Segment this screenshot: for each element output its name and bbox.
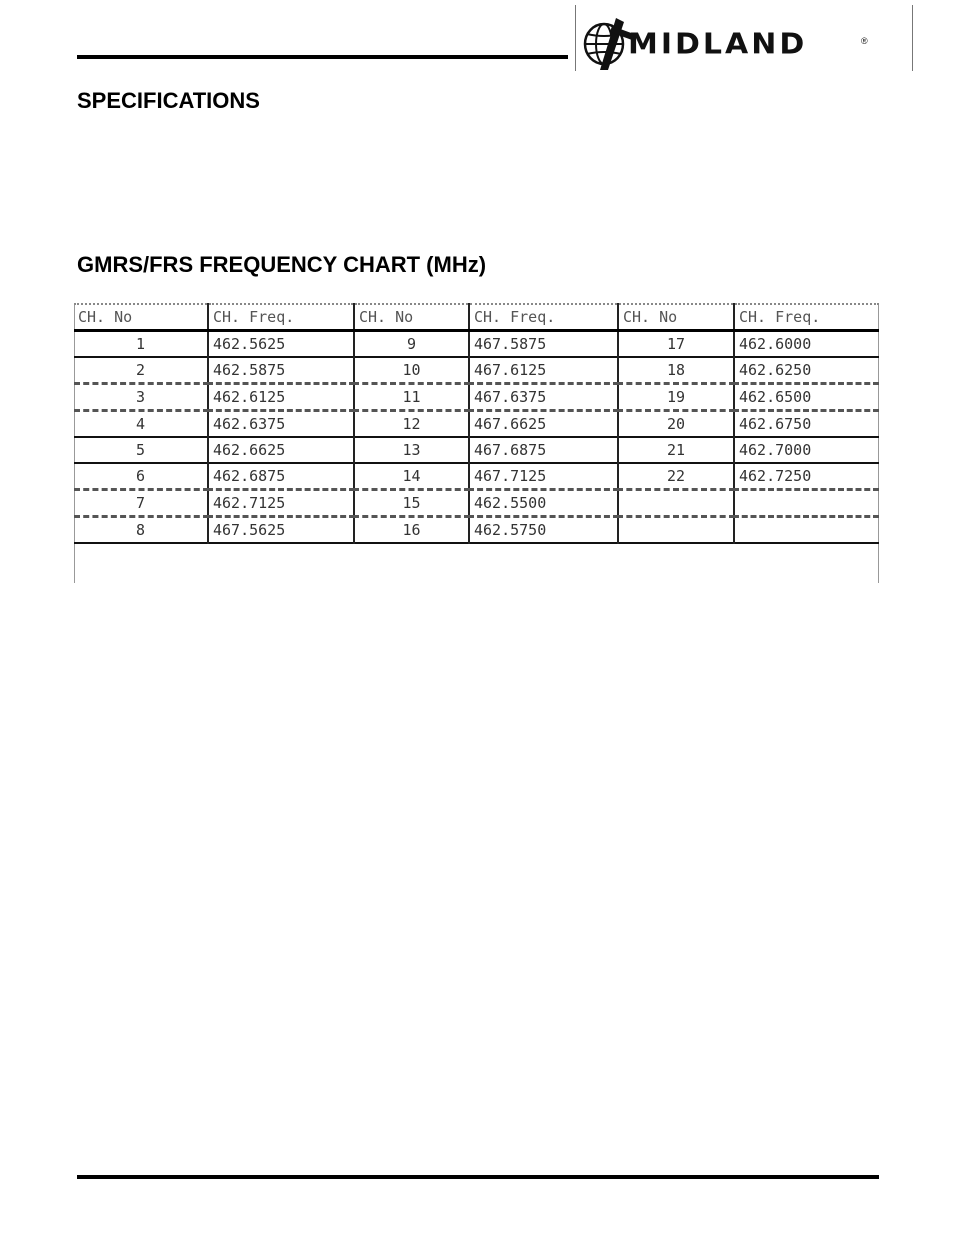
bottom-rule: [77, 1175, 879, 1179]
table-header-row: [74, 304, 879, 331]
table-row: [74, 517, 879, 544]
column-header: CH. No: [78, 308, 133, 326]
channel-frequency-cell: [734, 517, 879, 544]
channel-frequency-cell: 462.6875: [208, 463, 354, 490]
table-row: [74, 357, 879, 384]
header-divider-left: [575, 5, 576, 71]
channel-number-cell: 4: [135, 415, 146, 433]
channel-number-cell: 8: [135, 521, 146, 539]
channel-frequency-cell: 462.6500: [734, 384, 879, 411]
top-rule: [77, 55, 568, 59]
channel-number-cell: 19: [618, 384, 734, 411]
channel-number-cell: 21: [618, 437, 734, 463]
specifications-heading: SPECIFICATIONS: [77, 88, 260, 113]
brand-wordmark: MIDLAND: [628, 27, 808, 62]
channel-number-cell: 1: [135, 335, 146, 353]
frequency-chart-heading: GMRS/FRS FREQUENCY CHART (MHz): [77, 252, 487, 277]
channel-frequency-cell: 462.6375: [208, 411, 354, 438]
table-row: [74, 490, 879, 517]
channel-number-cell: 3: [135, 388, 146, 406]
midland-logo: [580, 10, 880, 74]
channel-frequency-cell: 462.7125: [208, 490, 354, 517]
channel-frequency-cell: 467.5875: [469, 331, 618, 358]
header-divider-right: [912, 5, 913, 71]
channel-frequency-cell: [734, 490, 879, 517]
channel-number-cell: 15: [354, 490, 469, 517]
channel-frequency-cell: 462.6000: [734, 331, 879, 358]
channel-frequency-cell: 462.5875: [208, 357, 354, 384]
channel-frequency-cell: 462.5750: [469, 517, 618, 544]
table-row: [74, 384, 879, 411]
frequency-table: [74, 303, 879, 544]
channel-frequency-cell: 462.7250: [734, 463, 879, 490]
channel-number-cell: 16: [354, 517, 469, 544]
registered-mark: ®: [861, 36, 868, 46]
column-header: CH. No: [618, 304, 734, 331]
channel-frequency-cell: 467.6375: [469, 384, 618, 411]
channel-number-cell: 17: [618, 331, 734, 358]
frequency-table-body: [74, 304, 879, 543]
column-header: CH. Freq.: [208, 304, 354, 331]
table-row: [74, 463, 879, 490]
channel-frequency-cell: 467.6875: [469, 437, 618, 463]
column-header: CH. No: [354, 304, 469, 331]
table-row: [74, 411, 879, 438]
column-header: CH. Freq.: [469, 304, 618, 331]
channel-number-cell: 13: [354, 437, 469, 463]
channel-number-cell: 6: [135, 467, 146, 485]
channel-number-cell: [618, 490, 734, 517]
frequency-chart: [74, 303, 879, 583]
channel-number-cell: 9: [354, 331, 469, 358]
channel-frequency-cell: 467.7125: [469, 463, 618, 490]
channel-frequency-cell: 462.5500: [469, 490, 618, 517]
channel-frequency-cell: 467.6625: [469, 411, 618, 438]
channel-frequency-cell: 462.6625: [208, 437, 354, 463]
channel-frequency-cell: 462.7000: [734, 437, 879, 463]
channel-number-cell: 18: [618, 357, 734, 384]
channel-number-cell: 10: [354, 357, 469, 384]
channel-frequency-cell: 467.5625: [208, 517, 354, 544]
channel-number-cell: 20: [618, 411, 734, 438]
column-header: CH. Freq.: [734, 304, 879, 331]
table-row: [74, 331, 879, 358]
channel-number-cell: 22: [618, 463, 734, 490]
channel-number-cell: [618, 517, 734, 544]
table-row: [74, 437, 879, 463]
channel-number-cell: 11: [354, 384, 469, 411]
channel-number-cell: 5: [135, 441, 146, 459]
channel-number-cell: 12: [354, 411, 469, 438]
channel-number-cell: 7: [135, 494, 146, 512]
channel-number-cell: 14: [354, 463, 469, 490]
channel-frequency-cell: 462.6250: [734, 357, 879, 384]
channel-frequency-cell: 462.6125: [208, 384, 354, 411]
channel-frequency-cell: 467.6125: [469, 357, 618, 384]
channel-frequency-cell: 462.6750: [734, 411, 879, 438]
channel-frequency-cell: 462.5625: [208, 331, 354, 358]
channel-number-cell: 2: [135, 361, 146, 379]
